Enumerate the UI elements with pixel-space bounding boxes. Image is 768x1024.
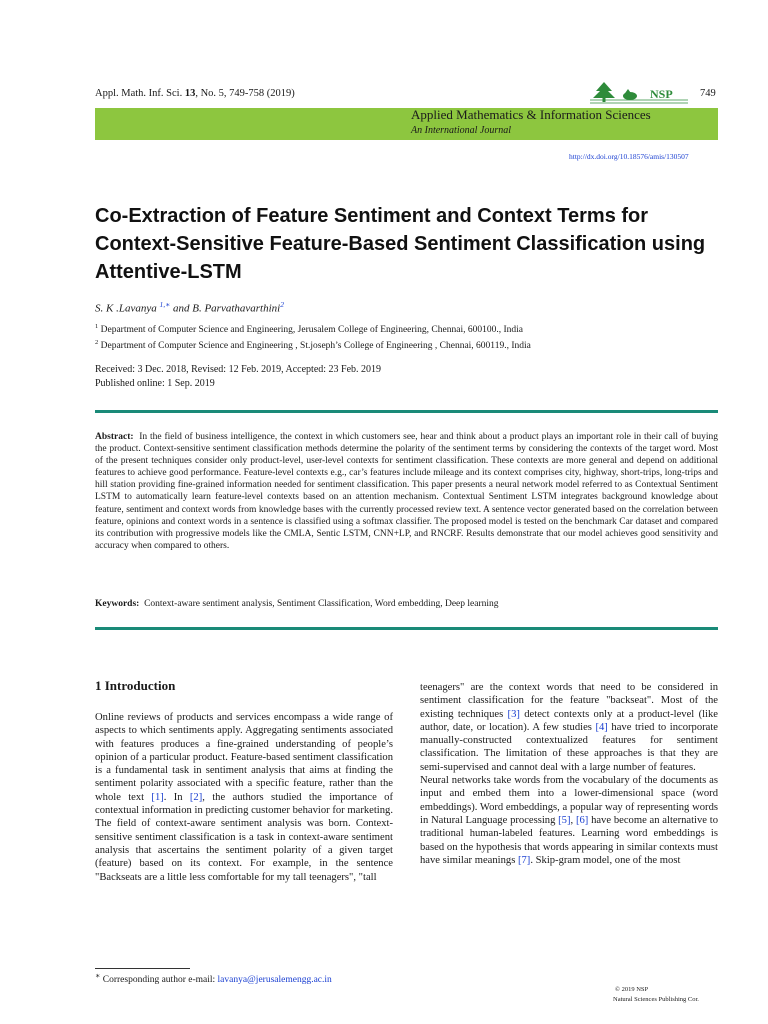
affiliation-2-text: Department of Computer Science and Engineering , St.joseph’s College of Engineering , Chennai, 600119., India <box>98 341 531 352</box>
text-run: , <box>570 814 576 826</box>
citation-link[interactable]: [3] <box>507 708 520 720</box>
text-run: , the authors studied the importance of contextual information in predicting customer behavior for marketing. The field of context-aware sentiment analysis was born. Context-sensitive sentiment classification is a task in context-aware sentiment analysis that ascertains the sentiment polarity of a given target (feature) based on its context. For example, in the sentence "Backseats are a little less comfortable for my tall teenagers", "tall <box>95 791 393 883</box>
intro-paragraph-2 <box>420 681 718 774</box>
affiliation-1-num: 1 <box>95 323 99 330</box>
published-date: Published online: 1 Sep. 2019 <box>95 378 215 389</box>
received-dates: Received: 3 Dec. 2018, Revised: 12 Feb. 2019, Accepted: 23 Feb. 2019 <box>95 364 382 375</box>
running-head-prefix: Appl. Math. Inf. Sci. <box>95 88 185 99</box>
author-1: S. K .Lavanya <box>95 302 160 315</box>
keywords <box>95 599 718 609</box>
running-head <box>95 88 295 99</box>
authors <box>95 300 284 315</box>
text-run: Online reviews of products and services encompass a wide range of aspects to which sentiments apply. Aggregating sentiments associated with features produces a fine-grained understanding of people’s opinion of a particular product. Feature-based sentiment classification is a fundamental task in sentiment analysis that aims at finding the sentiment polarity associated with a specific feature, rather than the whole text <box>95 712 393 803</box>
text-run: teenagers" are the context words that need to be considered in sentiment classification for the feature "backseat". Most of the existing techniques <box>420 682 718 720</box>
copyright: © 2019 NSP <box>615 986 649 993</box>
affiliation-1-text: Department of Computer Science and Engineering, Jerusalem College of Engineering, Chennai, 600100., India <box>98 325 523 336</box>
citation-link[interactable]: [7] <box>517 854 531 866</box>
footnote <box>95 971 332 985</box>
email-link[interactable]: lavanya@jerusalemengg.ac.in <box>217 975 332 986</box>
text-run: Neural networks take words from the vocabulary of the documents as input and embed them into a lower-dimensional space (word embeddings). Word embeddings, a popular way of representing words in Natural Language processing <box>420 775 718 826</box>
affiliation-2-num: 2 <box>95 339 99 346</box>
text-run: have tried to incorporate manually-constructed contextualized features for sentiment classification. The limitation of these approaches is that they are semi-supervised and cannot deal with a large number of features. <box>420 721 718 773</box>
citation-link[interactable]: [6] <box>575 814 589 826</box>
nsp-logo <box>590 80 688 106</box>
running-head-volume: 13 <box>184 88 196 99</box>
footnote-rule <box>95 968 190 969</box>
publisher: Natural Sciences Publishing Cor. <box>613 996 699 1003</box>
divider-top <box>95 410 718 413</box>
author-2: and B. Parvathavarthini <box>170 302 281 315</box>
paper-title: Co-Extraction of Feature Sentiment and Context Terms for Context-Sensitive Feature-Based Sentiment Classification using Attentive-LSTM <box>95 205 706 283</box>
intro-paragraph-3 <box>420 774 718 867</box>
section-heading: 1 Introduction <box>95 678 176 693</box>
citation-link[interactable]: [1] <box>151 791 164 803</box>
text-run: . Skip-gram model, one of the most <box>530 854 681 866</box>
doi-link[interactable]: http://dx.doi.org/10.18576/amis/130507 <box>569 152 689 161</box>
abstract-text: In the field of business intelligence, the context in which customers see, hear and think about a product plays an important role in their call of buying the product. Context-sensitive sentiment classification methods determine the polarity of the sentiment terms by considering the contexts of the target word. Most of the present techniques consider only product-level, user-level contexts for sentiment classification. These contexts are more general and depend on additional features to achieve good performance. Feature-level contexts e.g., car’s features include mileage and its context comprises city, highway, short-trips, long-trips and hill station providing fine-grained information needed for sentiment classification. This paper presents a neural network model referred to as Contextual Sentiment LSTM to automatically learn feature-level contexts based on an attention mechanism. Contextual Sentiment LSTM integrates background knowledge about feature, sentiment and context words from knowledge bases with the currently processed review text. A sentence vector generated based on the correlation between feature, opinions and context words in a sentence is classified using a softmax classifier. The proposed model is tested on the benchmark Car dataset and compared its contribution with progressive models like the CMLA, Sentic LSTM, CNN+LP, and RNCRF. Results demonstrate that our model achieves good sensitivity and accuracy when compared to others. <box>95 432 719 551</box>
page-number: 749 <box>700 88 716 99</box>
journal-subtitle: An International Journal <box>411 125 511 136</box>
author-1-sup[interactable]: 1,∗ <box>159 300 171 309</box>
author-2-sup[interactable]: 2 <box>280 300 284 309</box>
column-left <box>95 711 393 884</box>
footnote-label: Corresponding author e-mail: <box>100 975 218 986</box>
abstract <box>95 431 718 552</box>
affiliation-2 <box>95 339 725 351</box>
journal-name: Applied Mathematics & Information Sciences <box>411 107 651 122</box>
keywords-label: Keywords: <box>95 599 140 609</box>
text-run: have become an alternative to traditional human-labeled features. Learning word embeddings is based on the hypothesis that words appearing in similar contexts must have similar meanings <box>420 814 719 866</box>
intro-paragraph-1 <box>95 711 393 884</box>
divider-bottom <box>95 627 718 630</box>
text-run: detect contexts only at a product-level (like author, date, or location). A few studies <box>420 708 718 733</box>
running-head-suffix: , No. 5, 749-758 (2019) <box>195 88 295 99</box>
abstract-label: Abstract: <box>95 432 134 442</box>
column-right <box>420 681 718 867</box>
keywords-text: Context-aware sentiment analysis, Sentiment Classification, Word embedding, Deep learning <box>144 599 499 609</box>
logo-text: NSP <box>650 87 673 101</box>
citation-link[interactable]: [4] <box>595 721 608 733</box>
footnote-mark: ∗ <box>95 971 101 980</box>
affiliation-1 <box>95 323 725 335</box>
citation-link[interactable]: [5] <box>558 814 571 826</box>
citation-link[interactable]: [2] <box>189 791 203 803</box>
text-run: . In <box>163 791 190 803</box>
